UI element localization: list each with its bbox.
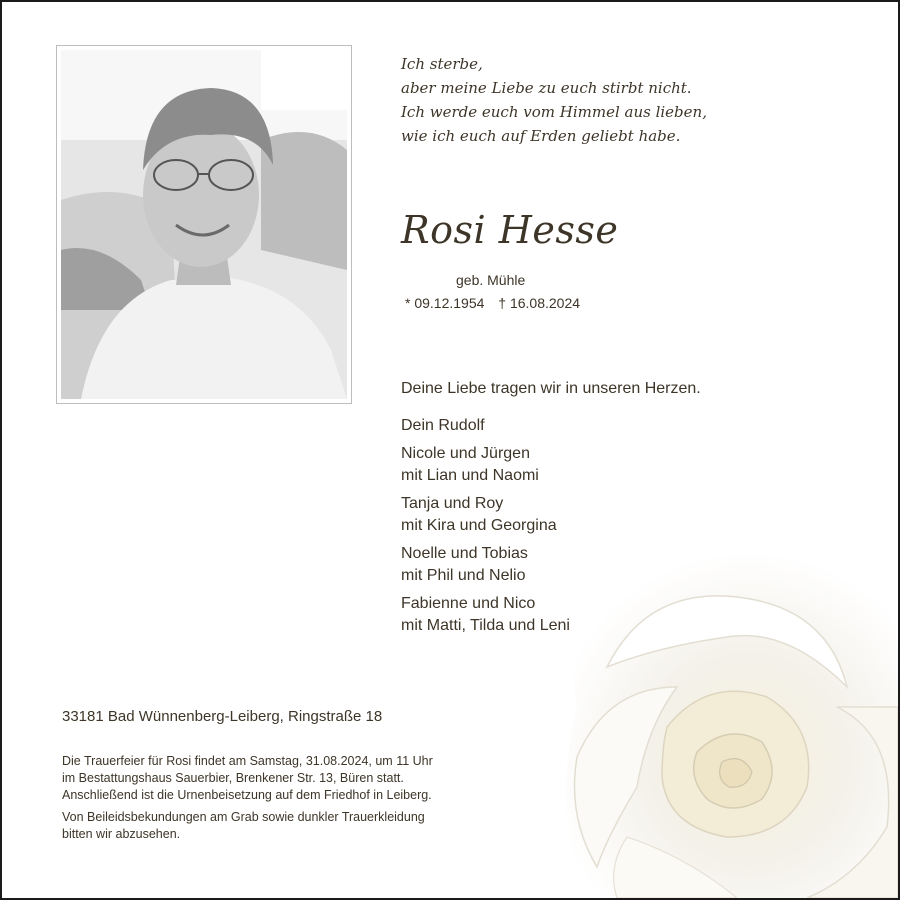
life-dates bbox=[405, 295, 580, 311]
notice-line: Anschließend ist die Urnenbeisetzung auf dem Friedhof in Leiberg. bbox=[62, 788, 432, 802]
funeral-notice bbox=[62, 748, 562, 848]
death-date: † 16.08.2024 bbox=[498, 295, 581, 311]
white-rose-image bbox=[537, 537, 898, 898]
family-line: Noelle und Tobias bbox=[401, 545, 528, 562]
notice-line: Die Trauerfeier für Rosi findet am Samstag, 31.08.2024, um 11 Uhr bbox=[62, 754, 433, 768]
poem-line: wie ich euch auf Erden geliebt habe. bbox=[401, 127, 681, 145]
motto: Deine Liebe tragen wir in unseren Herzen. bbox=[401, 380, 701, 397]
family-line: Fabienne und Nico bbox=[401, 595, 536, 612]
family-group bbox=[401, 415, 701, 437]
notice-line: bitten wir abzusehen. bbox=[62, 827, 181, 841]
family-group bbox=[401, 443, 701, 487]
portrait-photo bbox=[61, 50, 347, 399]
portrait-photo-frame bbox=[56, 45, 352, 404]
poem bbox=[401, 52, 781, 148]
family-line: Tanja und Roy bbox=[401, 495, 504, 512]
family-line: Dein Rudolf bbox=[401, 417, 485, 434]
family-group bbox=[401, 493, 701, 537]
family-line: Nicole und Jürgen bbox=[401, 445, 530, 462]
family-line: mit Phil und Nelio bbox=[401, 567, 526, 584]
family-line: mit Matti, Tilda und Leni bbox=[401, 617, 570, 634]
family-line: mit Kira und Georgina bbox=[401, 517, 557, 534]
birth-name: geb. Mühle bbox=[456, 272, 526, 288]
address: 33181 Bad Wünnenberg-Leiberg, Ringstraße 18 bbox=[62, 708, 383, 725]
birth-date: * 09.12.1954 bbox=[405, 295, 485, 311]
poem-line: aber meine Liebe zu euch stirbt nicht. bbox=[401, 79, 692, 97]
poem-line: Ich sterbe, bbox=[401, 55, 483, 73]
poem-line: Ich werde euch vom Himmel aus lieben, bbox=[401, 103, 707, 121]
notice-line: Von Beileidsbekundungen am Grab sowie dunkler Trauerkleidung bbox=[62, 810, 425, 824]
notice-line: im Bestattungshaus Sauerbier, Brenkener Str. 13, Büren statt. bbox=[62, 771, 404, 785]
family-line: mit Lian und Naomi bbox=[401, 467, 539, 484]
deceased-name: Rosi Hesse bbox=[401, 208, 619, 252]
